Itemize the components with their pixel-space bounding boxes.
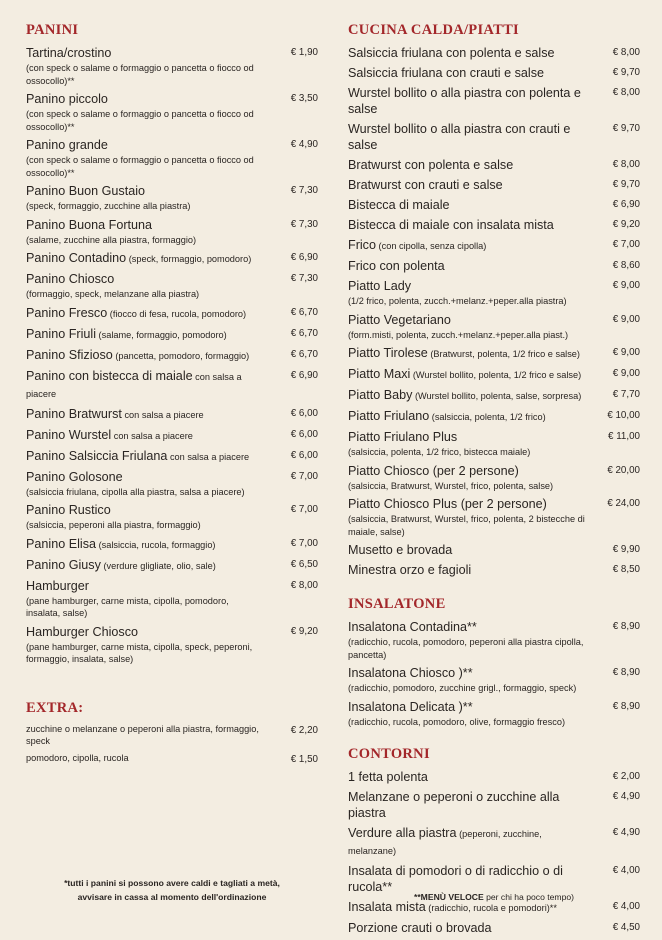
item-name: Panino Friuli [26,326,96,341]
item-name: Panino Giusy [26,557,101,572]
item-price: € 6,90 [290,369,318,381]
item-inline-desc: (radicchio, rucola e pomodori)** [425,903,557,913]
item-name-line [348,408,586,425]
menu-item [26,752,318,765]
item-name: Panino Sfizioso [26,347,113,362]
item-price: € 6,90 [290,252,318,263]
item-name-line [26,448,264,465]
item-price: € 20,00 [607,464,640,476]
item-price: € 4,50 [612,922,640,933]
item-desc: zucchine o melanzane o peperoni alla piastra, formaggio, speck [26,723,259,746]
item-inline-desc: con salsa a piacere [111,430,193,441]
item-name: Panino Buona Fortuna [26,217,153,232]
menu-item [26,91,318,133]
item-name-line [26,469,264,485]
menu-item [26,502,318,532]
item-name: Panino Salsiccia Friulana [26,448,168,463]
item-price: € 9,70 [612,123,640,134]
item-price: € 8,00 [612,87,640,98]
menu-item [348,387,640,404]
item-name-line [348,789,586,821]
item-price: € 6,00 [290,428,318,440]
menu-item [348,217,640,233]
item-price: € 9,00 [612,313,640,325]
item-name: Panino grande [26,138,108,152]
section-title-insalatone: INSALATONE [348,596,446,612]
menu-item [348,769,640,785]
item-price: € 6,70 [290,348,318,360]
item-desc: (salame, zucchine alla piastra, formaggio) [26,234,197,245]
item-name-line [348,258,586,274]
item-name-line [348,387,586,404]
item-name: Panino Chiosco [26,272,115,286]
item-inline-desc: (verdure gligliate, olio, sale) [100,560,216,571]
item-name: Minestra orzo e fagioli [348,563,472,577]
item-name: Verdure alla piastra [348,826,457,840]
menu-item [348,65,640,81]
item-name-line [348,769,586,785]
item-name-line [348,825,586,859]
item-name: Piatto Vegetariano [348,312,451,327]
menu-item [348,463,640,493]
menu-item [26,578,318,620]
item-name-line [26,271,264,287]
item-price: € 6,70 [290,306,318,318]
left-column [26,22,318,768]
menu-item [26,217,318,247]
menu-item [348,366,640,383]
item-name: Insalatona Chiosco )** [348,666,473,680]
menu-item [26,723,318,748]
item-desc: (pane hamburger, carne mista, cipolla, pomodoro, insalata, salse) [26,595,229,618]
item-name-line [348,665,586,681]
item-name-line [348,85,586,117]
menu-item [26,271,318,301]
item-price: € 1,90 [290,47,318,58]
item-name: Frico [348,238,376,252]
item-name: Hamburger Chiosco [26,624,138,639]
footnote-left [26,876,318,904]
item-price: € 6,00 [290,449,318,461]
item-name: Salsiccia friulana con polenta e salse [348,46,555,60]
item-price: € 8,90 [612,621,640,632]
item-name-line [26,91,264,107]
item-name: Panino Elisa [26,536,97,551]
item-price: € 9,20 [290,625,318,637]
item-name: Panino Bratwurst [26,406,122,421]
menu-item [348,345,640,362]
item-name: Piatto Friulano Plus [348,430,458,444]
item-price: € 8,00 [612,159,640,170]
item-price: € 6,00 [290,407,318,419]
menu-item [26,347,318,364]
item-name: Panino Golosone [26,469,123,484]
item-desc: (radicchio, rucola, pomodoro, olive, formaggio fresco) [348,716,566,727]
item-name: Panino Buon Gustaio [26,184,146,198]
footnote-right [348,890,640,904]
item-desc: (pane hamburger, carne mista, cipolla, speck, peperoni, formaggio, insalata, salse) [26,641,253,664]
menu-item [348,699,640,729]
menu-item [348,542,640,558]
item-name-line [348,45,586,61]
item-name: Bratwurst con polenta e salse [348,158,514,172]
item-price: € 4,00 [612,865,640,876]
item-price: € 6,70 [290,327,318,339]
item-name: Panino Rustico [26,503,111,517]
item-desc: (salsiccia, polenta, 1/2 frico, bistecca maiale) [348,447,531,457]
item-name-line [26,305,264,322]
item-price: € 8,00 [290,579,318,591]
menu-item [348,825,640,859]
item-name: Musetto e brovada [348,543,453,557]
item-name: 1 fetta polenta [348,770,428,784]
item-inline-desc: (speck, formaggio, pomodoro) [126,254,252,264]
item-name: Salsiccia friulana con crauti e salse [348,66,544,80]
item-price: € 9,00 [612,347,640,358]
item-name-line [26,137,264,153]
menu-item [26,183,318,213]
item-name-line [348,699,586,715]
item-name-line [26,183,264,199]
item-name-line [26,347,264,364]
menu-item [26,624,318,666]
item-name-line [348,619,586,635]
item-inline-desc: con salsa a piacere [167,451,250,462]
item-name-line [26,536,264,553]
item-price: € 9,00 [612,280,640,291]
item-price: € 7,00 [290,504,318,515]
item-name: Wurstel bollito o alla piastra con crauti e salse [348,122,571,152]
item-price: € 9,70 [612,179,640,190]
item-price: € 8,90 [612,700,640,712]
footnote-left-line1: *tutti i panini si possono avere caldi e tagliati a metà, [64,878,280,888]
menu-item [26,427,318,444]
item-name: Bistecca di maiale [348,198,450,212]
item-name-line [348,542,586,558]
menu-item [348,45,640,61]
menu-item [26,469,318,499]
menu-item [348,429,640,459]
item-price: € 6,90 [612,199,640,210]
item-name: Porzione crauti o brovada [348,921,492,935]
item-inline-desc: (fiocco di fesa, rucola, pomodoro) [107,308,247,319]
item-name: Piatto Friulano [348,409,430,423]
item-price: € 4,90 [612,791,640,802]
item-name: Piatto Baby [348,388,413,402]
menu-item [26,305,318,322]
panini-list [26,45,318,666]
item-name: Hamburger [26,578,89,593]
item-desc: (con speck o salame o formaggio o pancetta o fiocco od ossocollo)** [26,109,254,132]
item-name-line [26,502,264,518]
item-name-line [348,312,586,328]
item-name-line [348,366,586,383]
item-price: € 11,00 [608,431,640,442]
item-name: Melanzane o peperoni o zucchine alla piastra [348,790,560,820]
item-price: € 9,20 [612,219,640,230]
footnote-right-bold: **MENÙ VELOCE [413,892,484,902]
insalatone-list [348,619,640,728]
item-name-line [26,624,264,640]
item-name-line [348,562,586,578]
footnote-left-line2: avvisare in cassa al momento dell'ordinazione [77,892,267,902]
item-name-line [348,157,586,173]
menu-item [348,665,640,695]
item-desc: (radicchio, rucola, pomodoro, peperoni alla piastra cipolla, pancetta) [348,637,584,660]
item-name: Piatto Chiosco (per 2 persone) [348,463,519,478]
menu-item [348,496,640,538]
menu-item [348,157,640,173]
item-name-line [26,250,264,267]
item-name: Insalatona Delicata )** [348,699,473,714]
section-title-panini: PANINI [26,22,79,38]
item-price: € 9,90 [612,544,640,555]
menu-item [348,619,640,661]
item-inline-desc: (salsiccia, rucola, formaggio) [96,539,216,550]
item-price: € 4,90 [612,827,640,838]
item-desc: (form.misti, polenta, zucch.+melanz.+peper.alla piast.) [348,329,569,340]
item-price: € 4,90 [290,139,318,150]
item-price: € 2,20 [290,724,318,736]
item-name-line [26,557,264,574]
menu-item [348,789,640,821]
item-name: Panino Contadino [26,251,127,265]
item-price: € 8,50 [612,564,640,575]
menu-item [348,920,640,936]
item-price: € 6,50 [290,558,318,570]
item-name: Wurstel bollito o alla piastra con polenta e salse [348,86,581,116]
menu-item [348,177,640,193]
menu-item [348,85,640,117]
item-name: Bistecca di maiale con insalata mista [348,218,554,232]
item-price: € 8,60 [612,260,640,271]
menu-item [348,278,640,308]
item-name-line [348,65,586,81]
item-name-line [26,45,264,61]
item-name: Panino con bistecca di maiale [26,368,193,383]
item-price: € 24,00 [607,498,640,509]
menu-item [348,258,640,274]
item-desc: (formaggio, speck, melanzane alla piastra) [26,289,200,299]
menu-item [348,121,640,153]
menu-item [26,45,318,87]
section-title-cucina: CUCINA CALDA/PIATTI [348,22,519,38]
item-price: € 7,00 [290,537,318,549]
item-price: € 3,50 [290,93,318,104]
item-price: € 7,00 [612,239,640,250]
item-name-line [348,217,586,233]
menu-item [348,408,640,425]
item-name: Piatto Lady [348,279,412,293]
item-name: Insalata mista [348,900,426,914]
footnote-right-plain: per chi ha poco tempo) [483,892,574,902]
item-name-line [348,920,586,936]
item-name-line [26,578,264,594]
item-inline-desc: (salame, formaggio, pomodoro) [96,329,227,340]
menu-item [26,250,318,267]
item-name-line [348,197,586,213]
item-price: € 1,50 [290,753,318,765]
menu-item [26,326,318,343]
menu-item [26,137,318,179]
item-name-line [26,217,264,233]
item-inline-desc: (Bratwurst, polenta, 1/2 frico e salse) [427,349,580,359]
item-price: € 7,30 [290,185,318,196]
menu-item [26,406,318,423]
item-name-line [26,326,264,343]
item-desc: (salsiccia, Bratwurst, Wurstel, frico, polenta, salse) [348,480,554,491]
item-desc: (con speck o salame o formaggio o pancetta o fiocco od ossocollo)** [26,63,254,86]
item-name: Panino Wurstel [26,427,112,442]
item-name: Insalatona Contadina** [348,620,477,634]
item-desc: (salsiccia, peperoni alla piastra, formaggio) [26,520,201,530]
item-price: € 7,30 [290,218,318,230]
item-desc: (salsiccia, Bratwurst, Wurstel, frico, polenta, 2 bistecche di maiale, salse) [348,514,585,537]
item-price: € 8,90 [612,667,640,678]
section-title-extra: EXTRA: [26,699,84,716]
item-price: € 9,70 [612,67,640,78]
item-name-line [26,406,264,423]
menu-item [348,312,640,342]
item-name-line [26,368,264,402]
menu-item [348,237,640,254]
menu-item [26,536,318,553]
item-name-line [348,345,586,362]
item-price: € 7,70 [612,389,640,400]
item-name-line [348,177,586,193]
item-name-line [348,496,586,512]
menu-item [26,368,318,402]
item-name-line [26,427,264,444]
item-name: Piatto Chiosco Plus (per 2 persone) [348,497,547,511]
section-title-contorni: CONTORNI [348,746,430,762]
item-desc: pomodoro, cipolla, rucola [26,752,129,763]
item-name-line [348,237,586,254]
item-name: Insalata di pomodori o di radicchio o di rucola** [348,864,563,894]
item-name-line [348,429,586,445]
item-price: € 7,00 [290,470,318,482]
item-name-line [348,121,586,153]
item-inline-desc: con salsa a piacere [26,371,242,399]
item-inline-desc: (peperoni, zucchine, melanzane) [348,829,542,856]
item-inline-desc: (Wurstel bollito, polenta, 1/2 frico e salse) [410,370,582,380]
item-price: € 4,00 [612,901,640,912]
item-name-line [348,463,586,479]
item-name: Tartina/crostino [26,46,112,60]
menu-item [26,448,318,465]
right-column [348,22,640,940]
item-desc: (radicchio, pomodoro, zucchine grigl., formaggio, speck) [348,683,577,693]
item-price: € 10,00 [607,410,640,421]
menu-item [26,557,318,574]
item-inline-desc: (con cipolla, senza cipolla) [376,241,487,251]
item-inline-desc: con salsa a piacere [121,409,204,420]
item-name: Panino Fresco [26,305,108,320]
item-name: Panino piccolo [26,92,108,106]
item-desc: (con speck o salame o formaggio o pancetta o fiocco od ossocollo)** [26,155,254,178]
item-desc: (1/2 frico, polenta, zucch.+melanz.+peper.alla piastra) [348,296,567,306]
contorni-list [348,769,640,936]
item-price: € 8,00 [612,47,640,58]
item-inline-desc: (salsiccia, polenta, 1/2 frico) [429,412,546,422]
item-inline-desc: (pancetta, pomodoro, formaggio) [112,350,250,361]
item-price: € 9,00 [612,368,640,379]
extra-list [26,723,318,765]
menu-item [348,562,640,578]
item-desc: (salsiccia friulana, cipolla alla piastra, salsa a piacere) [26,486,245,497]
item-price: € 7,30 [290,273,318,284]
item-name-line [348,278,586,294]
cucina-list [348,45,640,578]
menu-item [348,197,640,213]
item-desc: (speck, formaggio, zucchine alla piastra) [26,201,191,211]
item-name: Frico con polenta [348,259,445,273]
item-inline-desc: (Wurstel bollito, polenta, salse, sorpresa) [412,391,582,401]
item-name: Bratwurst con crauti e salse [348,178,503,192]
item-name: Piatto Maxi [348,367,411,381]
item-name: Piatto Tirolese [348,346,428,360]
item-price: € 2,00 [612,771,640,782]
